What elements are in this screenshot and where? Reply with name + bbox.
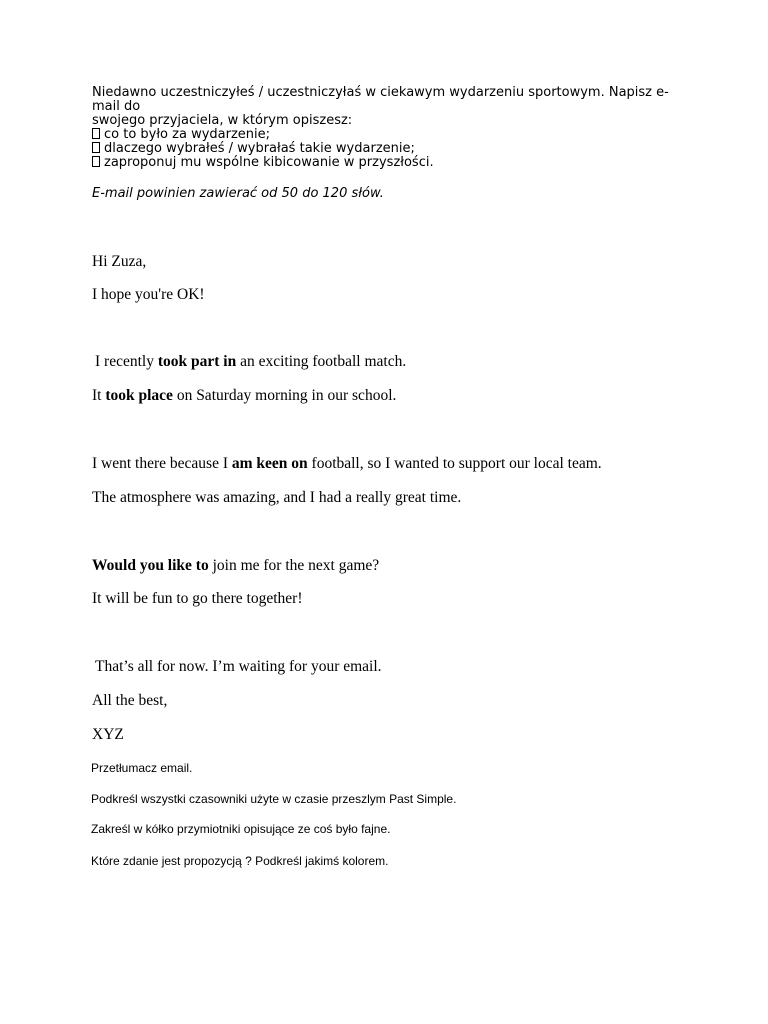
- email-paragraph-2b: The atmosphere was amazing, and I had a really great time.: [92, 489, 462, 506]
- email-signature: XYZ: [92, 726, 124, 743]
- exercise-item: Które zdanie jest propozycją ? Podkreśl jakimś kolorem.: [91, 854, 389, 868]
- email-paragraph-2a: I went there because I am keen on football, so I wanted to support our local team.: [92, 455, 602, 472]
- bullet-box-icon: [92, 156, 100, 167]
- task-line-3: swojego przyjaciela, w którym opiszesz:: [92, 113, 353, 128]
- email-greeting: Hi Zuza,: [92, 253, 147, 270]
- email-paragraph-1b: It took place on Saturday morning in our school.: [92, 387, 397, 404]
- email-paragraph-3b: It will be fun to go there together!: [92, 590, 303, 607]
- exercise-item: Podkreśl wszystki czasowniki użyte w czasie przeszlym Past Simple.: [91, 792, 457, 806]
- bullet-box-icon: [92, 128, 100, 139]
- email-closing-2: All the best,: [92, 692, 168, 709]
- exercise-item: Przetłumacz email.: [91, 761, 193, 775]
- phrase-highlight: took part in: [157, 353, 237, 370]
- task-requirement: E-mail powinien zawierać od 50 do 120 słów.: [92, 186, 384, 201]
- task-bullet-text: co to było za wydarzenie;: [104, 127, 271, 142]
- task-bullet-1: [92, 128, 682, 142]
- email-closing-1: That’s all for now. I’m waiting for your email.: [95, 658, 382, 675]
- task-bullet-text: zaproponuj mu wspólne kibicowanie w przyszłości.: [104, 155, 434, 170]
- email-paragraph-1a: I recently took part in an exciting football match.: [95, 353, 407, 370]
- exercise-item: Zakreśl w kółko przymiotniki opisujące ze coś było fajne.: [91, 822, 391, 836]
- task-bullet-3: [92, 156, 682, 170]
- email-opening: I hope you're OK!: [92, 286, 205, 303]
- bullet-box-icon: [92, 142, 100, 153]
- task-bullet-2: [92, 142, 682, 156]
- phrase-highlight: Would you like to: [92, 557, 209, 574]
- task-line-2: mail do: [92, 99, 141, 114]
- phrase-highlight: took place: [105, 387, 173, 404]
- task-bullet-text: dlaczego wybrałeś / wybrałaś takie wydarzenie;: [104, 141, 415, 156]
- email-paragraph-3a: Would you like to join me for the next game?: [92, 557, 380, 574]
- phrase-highlight: am keen on: [231, 455, 308, 472]
- task-line-1: Niedawno uczestniczyłeś / uczestniczyłaś w ciekawym wydarzeniu sportowym. Napisz e-: [92, 85, 669, 100]
